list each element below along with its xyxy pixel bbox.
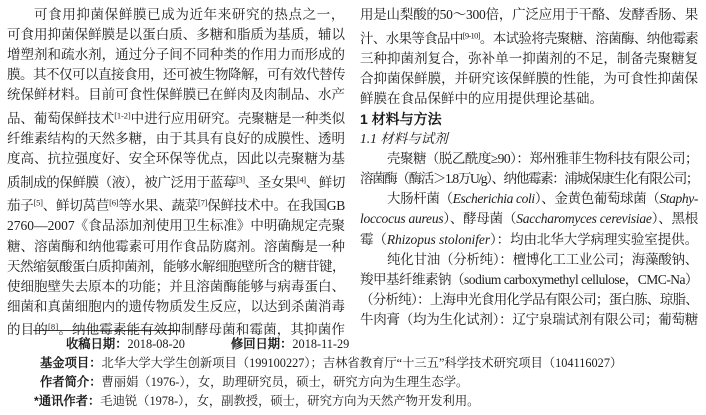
text-run: 毛迪锐（1978-），女，副教授，硕士，研究方向为天然产物开发利用。 <box>100 394 480 408</box>
text-run: 曹丽娟（1976-），女，助理研究员，硕士，研究方向为生理生态学。 <box>101 375 469 389</box>
footnote-lines <box>0 335 706 411</box>
line-content <box>7 47 345 62</box>
right-column <box>360 5 698 327</box>
text-run: 汁、水果等食品中 <box>360 30 463 46</box>
footnote-line <box>0 335 706 354</box>
footnote-label: 作者简介： <box>40 375 102 389</box>
text-line <box>7 257 345 277</box>
text-line <box>360 270 698 290</box>
text-line <box>7 65 345 85</box>
text-line <box>360 69 698 89</box>
footnote-label: 基金项目： <box>40 356 102 370</box>
text-line <box>360 290 698 310</box>
text-run: 可食用抑菌保鲜膜是以蛋白质、多糖和脂质为基质，辅以 <box>7 27 345 43</box>
footnote-label: 收稿日期： <box>66 337 128 351</box>
reference-marker: [9-10] <box>462 30 480 41</box>
text-line <box>360 310 698 330</box>
text-run: 膜。其不仅可以直接食用，还可被生物降解，可有效代替传 <box>7 67 345 83</box>
footnote-line <box>0 354 706 373</box>
line-content <box>34 7 345 22</box>
text-run: 茄子 <box>7 198 34 214</box>
text-line <box>360 149 698 169</box>
line-content <box>7 151 345 166</box>
reference-marker: [1-2] <box>114 110 131 121</box>
text-line <box>7 105 345 129</box>
line-content <box>360 51 698 66</box>
line-content <box>7 218 345 233</box>
text-line <box>7 193 345 217</box>
text-line <box>360 189 698 209</box>
text-line <box>360 49 698 69</box>
text-run: 2018-08-20 <box>127 337 185 351</box>
text-run: ）：均由北华大学病理实验室提供。 <box>490 231 698 247</box>
species-name: Escherichia coli <box>452 191 535 207</box>
line-content <box>360 211 698 226</box>
line-content <box>7 131 345 146</box>
line-content <box>360 232 698 247</box>
line-content <box>360 312 698 327</box>
text-run: 。纳他霉素能有效抑制酵母菌和霉菌，其抑菌作 <box>58 322 345 338</box>
line-content <box>7 175 345 190</box>
text-line <box>360 250 698 270</box>
line-content <box>360 31 698 46</box>
text-line <box>7 216 345 236</box>
line-content <box>360 171 698 186</box>
text-run: 大肠杆菌（ <box>387 191 453 207</box>
footnote-block <box>0 330 706 411</box>
text-run: 保鲜技术中。在我国GB <box>207 198 345 214</box>
line-content <box>7 239 345 254</box>
line-content <box>7 259 345 274</box>
line-content <box>7 67 345 82</box>
line-content <box>360 292 698 307</box>
text-run: 纯化甘油（分析纯）：檀博化工工业公司；海藻酸钠、 <box>387 251 698 267</box>
text-run: 度高、抗拉强度好、安全环保等优点，因此以壳聚糖为基 <box>7 151 345 167</box>
text-line <box>360 5 698 25</box>
line-content <box>7 27 345 42</box>
text-run: 品、葡萄保鲜技术 <box>7 110 115 126</box>
line-content <box>360 272 698 287</box>
text-run: 的目的 <box>7 322 48 338</box>
footnote-line <box>0 392 706 411</box>
text-run: 合抑菌保鲜膜，并研究该保鲜膜的性能，为可食性抑菌保 <box>360 70 698 86</box>
text-run: ）、黑根 <box>651 211 699 227</box>
line-content <box>40 356 622 370</box>
line-content <box>7 299 345 314</box>
text-line <box>7 129 345 149</box>
text-line <box>360 89 698 109</box>
text-line <box>7 277 345 297</box>
reference-marker: [4] <box>297 174 306 185</box>
section-heading <box>360 129 698 149</box>
text-line <box>7 45 345 65</box>
line-content <box>7 198 345 213</box>
text-run: 糖、溶菌酶和纳他霉素可用作食品防腐剂。溶菌酶是一种 <box>7 238 345 254</box>
text-run: 质制成的保鲜膜（液），被广泛用于蓝莓 <box>7 174 236 190</box>
text-line <box>7 25 345 45</box>
species-name: Saccharomyces cerevisiae <box>516 211 652 227</box>
text-run: 北华大学大学生创新项目（199100227）；吉林省教育厅“十三五”科学技术研究项目（104116027） <box>101 356 623 370</box>
text-run: 鲜膜在食品保鲜中的应用提供理论基础。 <box>360 90 603 106</box>
text-run: 统保鲜材料。目前可食性保鲜膜已在鲜肉及肉制品、水产 <box>7 87 345 103</box>
text-run: 使细胞壁失去原本的功能；并且溶菌酶能够与病毒蛋白、 <box>7 278 345 294</box>
text-run: 壳聚糖（脱乙酰度≥90）：郑州雅菲生物科技有限公司； <box>387 151 698 167</box>
line-content <box>387 151 698 166</box>
text-line <box>7 85 345 105</box>
text-run: 。本试验将壳聚糖、溶菌酶、纳他霉素 <box>479 30 699 46</box>
species-name: Staphy- <box>659 191 699 207</box>
text-run: 中进行应用研究。壳聚糖是一种类似 <box>130 110 346 126</box>
line-content <box>7 87 345 102</box>
text-line <box>7 237 345 257</box>
text-run: 纤维素结构的天然多糖，由于其具有良好的成膜性、透明 <box>7 131 345 147</box>
footnote-label: *通讯作者： <box>34 394 101 408</box>
reference-marker: [5] <box>33 197 43 208</box>
reference-marker: [3] <box>235 174 245 185</box>
line-content <box>360 91 603 106</box>
line-content <box>34 394 479 408</box>
text-line <box>7 297 345 317</box>
left-column <box>7 5 346 338</box>
line-content <box>360 71 698 86</box>
text-run: 等水果、蔬菜 <box>118 198 199 214</box>
reference-marker: [6] <box>109 197 119 208</box>
text-run: 、鲜切 <box>305 174 345 190</box>
text-line <box>360 169 698 189</box>
text-run: 羧甲基纤维素钠（sodium carboxymethyl cellulose，CMC-Na） <box>360 271 698 287</box>
text-line <box>360 209 698 229</box>
line-content <box>66 337 349 351</box>
species-name: Rhizopus stolonifer <box>386 231 490 247</box>
text-run: 增塑剂和疏水剂，通过分子间不同种类的作用力而形成的 <box>7 47 345 63</box>
section-heading <box>360 109 698 129</box>
text-run: 细菌和真菌细胞内的遗传物质发生反应，以达到杀菌消毒 <box>7 298 345 314</box>
line-content <box>360 111 442 127</box>
line-content <box>360 131 448 146</box>
line-content <box>7 111 345 126</box>
text-line <box>7 169 345 193</box>
text-run: 用是山梨酸的50～300倍，广泛应用于干酪、发酵香肠、果 <box>360 7 698 22</box>
text-run: 天然缩氨酸蛋白质抑菌剂，能够水解细胞壁所含的糖苷键， <box>7 258 345 274</box>
text-line <box>7 149 345 169</box>
text-line <box>7 5 345 25</box>
text-run: 2760—2007《食品添加剂使用卫生标准》中明确规定壳聚 <box>7 218 345 234</box>
text-run: 三种抑菌剂复合，弥补单一抑菌剂的不足，制备壳聚糖复 <box>360 50 698 66</box>
text-line <box>360 230 698 250</box>
text-run: ）、金黄色葡萄球菌（ <box>534 191 660 207</box>
line-content <box>360 7 698 22</box>
text-run: 、圣女果 <box>244 174 298 190</box>
text-run: 、鲜切莴苣 <box>42 198 110 214</box>
line-content <box>40 375 468 389</box>
text-run: （分析纯）：上海申光食用化学品有限公司；蛋白胨、琼脂、 <box>360 291 698 307</box>
reference-marker: [7] <box>198 197 208 208</box>
text-run: 1 材料与方法 <box>360 110 442 127</box>
text-run: 2018-11-29 <box>292 337 350 351</box>
text-line <box>360 25 698 49</box>
text-run: 霉（ <box>360 231 387 247</box>
text-run: 牛肉膏（均为生化试剂）：辽宁泉瑞试剂有限公司；葡萄糖 <box>360 311 698 327</box>
text-run: 1.1 材料与试剂 <box>360 131 448 147</box>
line-content <box>387 191 698 206</box>
text-run: ）、酵母菌（ <box>443 211 517 227</box>
text-run: 溶菌酶（酶活＞1.8万U/g）、纳他霉素：浦城保康生化有限公司； <box>360 171 698 187</box>
line-content <box>387 252 698 267</box>
reference-marker: [8] <box>47 321 59 332</box>
footnote-line <box>0 373 706 392</box>
footnote-label: 修回日期： <box>230 337 293 351</box>
spacer <box>185 347 231 348</box>
line-content <box>7 279 345 294</box>
species-name: loccocus aureus <box>360 211 444 227</box>
text-run: 可食用抑菌保鲜膜已成为近年来研究的热点之一， <box>34 7 345 22</box>
